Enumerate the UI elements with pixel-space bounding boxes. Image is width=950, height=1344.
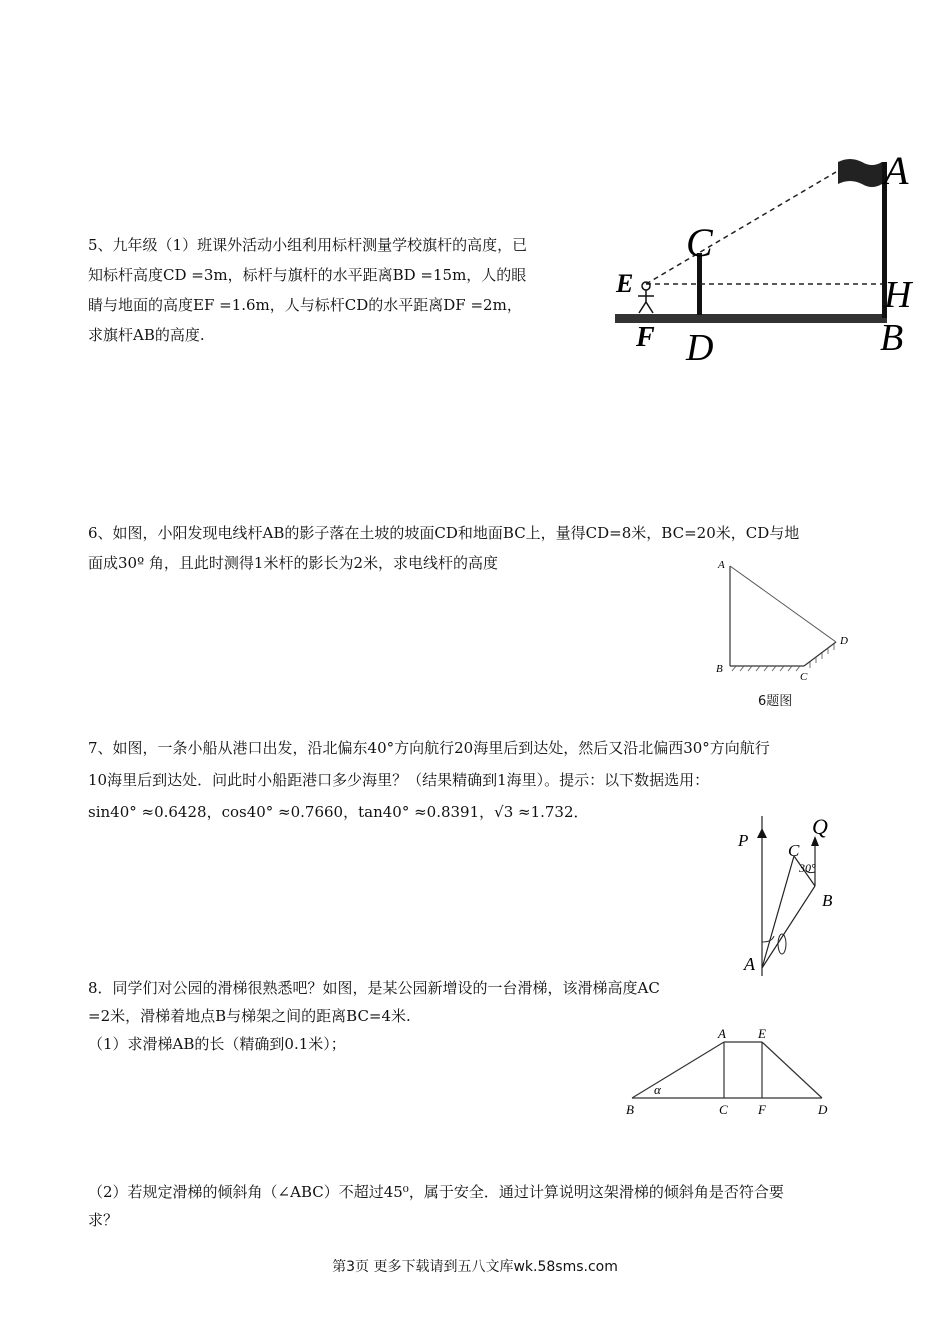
ground-bar [615, 314, 887, 323]
slope-CD [804, 642, 836, 666]
q6-line-2: 面成30º 角，且此时测得1米杆的影长为2米，求电线杆的高度 [88, 554, 498, 572]
sight-line [646, 172, 836, 284]
q8-figure [620, 1020, 840, 1120]
q8-line-2: =2米，滑梯着地点B与梯架之间的距离BC=4米. [88, 1007, 411, 1025]
q8-label-A: A [718, 1026, 726, 1041]
q7-label-B: B [822, 891, 833, 910]
q8-label-E: E [758, 1026, 766, 1041]
label-A: A [884, 150, 909, 193]
path-AB [762, 886, 815, 968]
q5-line-3: 睛与地面的高度EF =1.6m，人与标杆CD的水平距离DF =2m， [88, 296, 522, 314]
q6-label-A: A [718, 559, 725, 571]
q8-label-D: D [818, 1102, 828, 1117]
label-D: D [686, 327, 714, 369]
q8-part-1: （1）求滑梯AB的长（精确到0.1米）； [88, 1035, 346, 1053]
q7-label-Q: Q [812, 814, 828, 839]
ground-hatching [732, 644, 834, 671]
q8-label-F: F [758, 1102, 766, 1117]
label-C: C [686, 220, 713, 265]
q5-line-2: 知标杆高度CD =3m，标杆与旗杆的水平距离BD =15m，人的眼 [88, 266, 527, 284]
q7-line-2: 10海里后到达处．问此时小船距港口多少海里？（结果精确到1海里）。提示：以下数据选用： [88, 771, 710, 789]
label-F: F [636, 322, 655, 353]
label-H: H [884, 274, 912, 316]
q5-line-4: 求旗杆AB的高度. [88, 326, 205, 344]
q6-label-D: D [840, 635, 848, 647]
north-arrow-icon [757, 828, 767, 838]
q8-label-alpha: α [654, 1082, 661, 1097]
path-AC [762, 856, 794, 968]
question-6 [88, 518, 799, 578]
slide-AB [632, 1042, 724, 1098]
question-8-part-2 [88, 1178, 784, 1234]
q8-part-2-line-1: （2）若规定滑梯的倾斜角（∠ABC）不超过45⁰，属于安全．通过计算说明这架滑梯的倾斜角是否符合要 [88, 1183, 784, 1201]
q7-label-C: C [788, 841, 800, 860]
angle-arc-A [762, 936, 774, 942]
question-7 [88, 732, 770, 828]
q8-label-B: B [626, 1102, 634, 1117]
q7-label-angle30: 30° [799, 861, 816, 875]
q6-label-C: C [800, 671, 808, 683]
question-5 [88, 230, 527, 350]
label-E: E [616, 269, 634, 298]
ladder-ED [762, 1042, 822, 1098]
q8-part-2-line-2: 求？ [88, 1211, 119, 1229]
q7-line-3: sin40° ≈0.6428，cos40° ≈0.7660，tan40° ≈0.8391，√3 ≈1.732． [88, 803, 589, 821]
q5-figure [610, 150, 930, 370]
label-B: B [880, 317, 904, 359]
person-icon [638, 282, 654, 313]
q7-label-A: A [744, 954, 755, 974]
q6-line-1: 6、如图，小阳发现电线杆AB的影子落在土坡的坡面CD和地面BC上，量得CD=8米，BC=20米，CD与地 [88, 524, 800, 542]
q7-line-1: 7、如图，一条小船从港口出发，沿北偏东40°方向航行20海里后到达处，然后又沿北偏西30°方向航行 [88, 739, 770, 757]
shadow-line-AD [730, 566, 836, 642]
q7-label-P: P [738, 831, 749, 850]
q5-line-1: 5、九年级（1）班课外活动小组利用标杆测量学校旗杆的高度，已 [88, 236, 528, 254]
q8-line-1: 8．同学们对公园的滑梯很熟悉吧？如图，是某公园新增设的一台滑梯，该滑梯高度AC [88, 979, 660, 997]
question-8 [88, 974, 660, 1058]
q8-label-C: C [719, 1102, 728, 1117]
q6-caption: 6题图 [758, 694, 793, 709]
q6-figure [712, 556, 862, 686]
page-footer: 第3页 更多下载请到五八文库wk.58sms.com [332, 1259, 618, 1275]
q7-figure [730, 808, 850, 980]
q6-label-B: B [716, 663, 723, 675]
flag-icon [838, 159, 882, 187]
